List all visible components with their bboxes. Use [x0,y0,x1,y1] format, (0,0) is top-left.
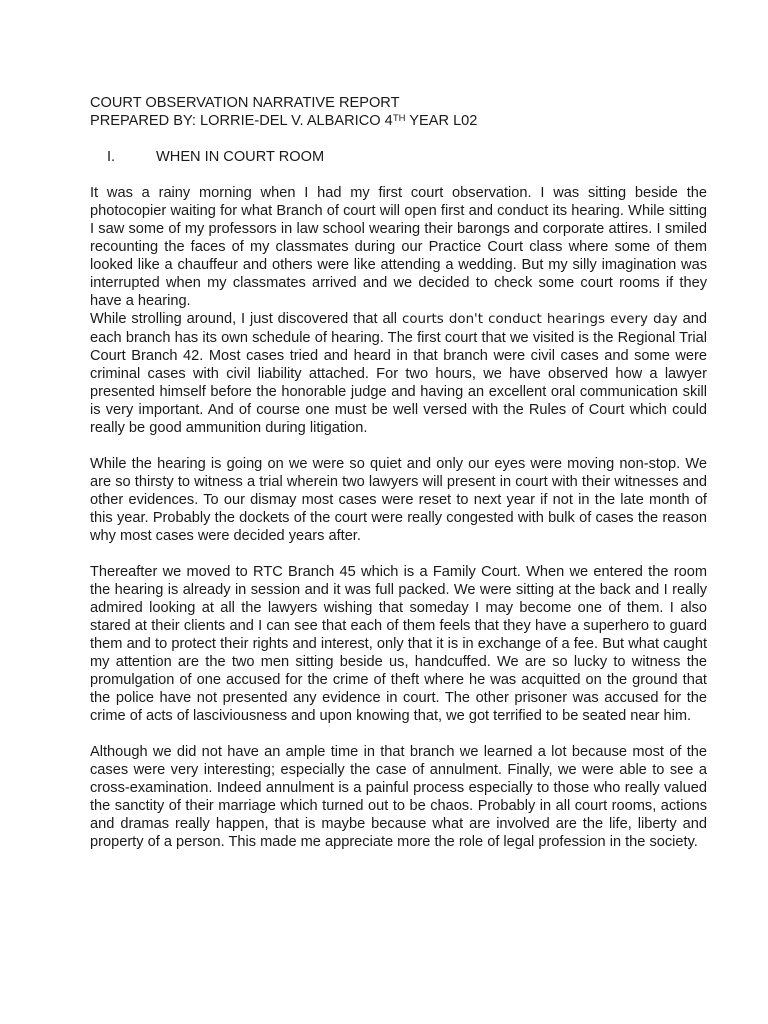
paragraph-4: Thereafter we moved to RTC Branch 45 which is a Family Court. When we entered the room the hearing is already in session and it was full packed. We were sitting at the back and I really admired looking at all the lawyers wishing that someday I may become one of them. I also stared at their clients and I can see that each of them feels that they have a superhero to guard them and to protect their rights and interest, only that it is in exchange of a fee. But what caught my attention are the two men sitting beside us, handcuffed. We are so lucky to witness the promulgation of one accused for the crime of theft where he was acquitted on the ground that the police have not presented any evidence in court. The other prisoner was accused for the crime of acts of lasciviousness and upon knowing that, we got terrified to be seated near him. [90,564,707,724]
section-number: I. [107,149,116,165]
prepared-by-line [90,112,707,130]
document-page [90,94,707,869]
paragraph-2 [90,310,707,437]
section-title: WHEN IN COURT ROOM [156,149,325,165]
paragraph-1: It was a rainy morning when I had my first court observation. I was sitting beside the photocopier waiting for what Branch of court will open first and conduct its hearing. While sitting I saw some of my professors in law school wearing their barongs and corporate attires. I smiled recounting the faces of my classmates during our Practice Court class where some of them looked like a chauffeur and others were like attending a wedding. But my silly imagination was interrupted when my classmates arrived and we decided to check some court rooms if they have a hearing. [90,185,707,309]
paragraph-3: While the hearing is going on we were so quiet and only our eyes were moving non-stop. We are so thirsty to witness a trial wherein two lawyers will present in court with their witnesses and other evidences. To our dismay most cases were reset to next year if not in the late month of this year. Probably the dockets of the court were really congested with bulk of cases the reason why most cases were decided years after. [90,456,707,544]
prepared-by-year: YEAR L02 [405,113,478,129]
section-heading [90,148,707,166]
paragraph-2-rest: and each branch has its own schedule of hearing. The first court that we visited is the Regional Trial Court Branch 42. Most cases tried and heard in that branch were civil cases and some were criminal cases with civil liability attached. For two hours, we have observed how a lawyer presented himself before the honorable judge and having an excellent oral communication skill is very important. And of course one must be well versed with the Rules of Court which could really be good ammunition during litigation. [90,311,707,436]
paragraph-5: Although we did not have an ample time in that branch we learned a lot because most of the cases were very interesting; especially the case of annulment. Finally, we were able to see a cross-examination. Indeed annulment is a painful process especially to those who really valued the sanctity of their marriage which turned out to be chaos. Probably in all court rooms, actions and dramas really happen, that is maybe because what are involved are the life, liberty and property of a person. This made me appreciate more the role of legal profession in the society. [90,744,707,850]
paragraph-2-alt-font-text: courts don't conduct hearings every day [401,312,678,327]
paragraph-2-start: While strolling around, I just discovered that all [90,311,402,327]
report-title: COURT OBSERVATION NARRATIVE REPORT [90,95,400,111]
ordinal-superscript: TH [392,113,406,124]
prepared-by-text: PREPARED BY: LORRIE-DEL V. ALBARICO 4 [90,113,393,129]
